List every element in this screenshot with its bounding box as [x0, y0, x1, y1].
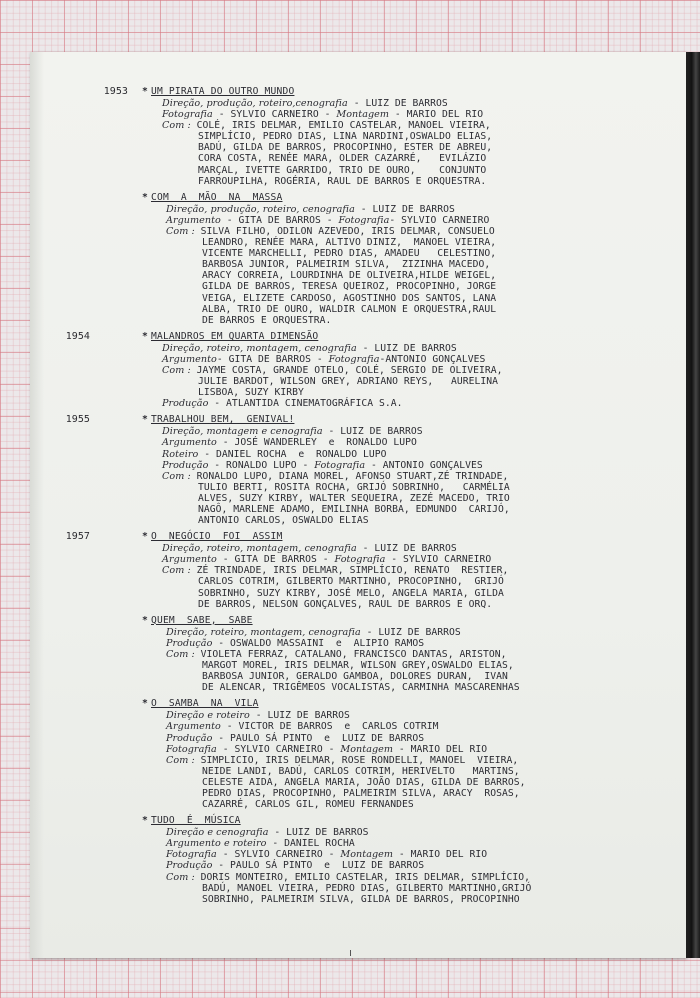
- credit-line: [166, 215, 642, 226]
- credit-name: - GITA DE BARROS -: [216, 353, 329, 365]
- cast-line: CELESTE AIDA, ANGELA MARIA, JOÃO DIAS, GILDA DE BARROS,: [202, 776, 526, 788]
- credit-name: - ATLANTIDA CINEMATOGRÁFICA S.A.: [208, 398, 403, 410]
- film-title-line: [142, 86, 642, 98]
- cast-label: Com :: [166, 648, 195, 660]
- credit-role: Argumento: [162, 353, 217, 365]
- film-title: UM PIRATA DO OUTRO MUNDO: [151, 86, 295, 97]
- credit-role: Fotografia: [166, 743, 217, 755]
- cast-label: Com :: [162, 470, 191, 482]
- credit-role: Argumento: [166, 214, 221, 226]
- credit-line: [166, 860, 642, 871]
- credit-line: [166, 627, 642, 638]
- credit-name: - LUIZ DE BARROS: [354, 203, 455, 215]
- cast-line: BARBOSA JUNIOR, GERALDO GAMBOA, DOLORES DURAN, IVAN: [202, 671, 508, 683]
- credit-name: - MARIO DEL RIO: [393, 849, 488, 861]
- cast-line: [166, 755, 642, 766]
- credit-name: - SYLVIO CARNEIRO -: [216, 743, 341, 755]
- credit-name: - GITA DE BARROS -: [216, 554, 335, 566]
- cast-line: ANTONIO CARLOS, OSWALDO ELIAS: [198, 515, 369, 527]
- credit-line: [162, 543, 642, 554]
- film-credits: [162, 543, 642, 610]
- film-title-line: [142, 815, 642, 827]
- credit-line: [162, 98, 642, 109]
- cast-line: [166, 872, 642, 883]
- credit-role: Direção, produção, roteiro, cenografia: [166, 203, 355, 215]
- credit-line: [166, 827, 642, 838]
- credit-role: Argumento: [162, 554, 217, 566]
- credit-role: Direção e cenografia: [166, 827, 269, 839]
- credit-role: Roteiro: [162, 448, 199, 460]
- film-year: 1953: [103, 86, 128, 97]
- cast-names: JAYME COSTA, GRANDE OTELO, COLÉ, SERGIO DE OLIVEIRA,: [190, 364, 503, 376]
- credit-role: Produção: [166, 860, 213, 872]
- credit-role: Fotografia: [328, 353, 380, 365]
- credit-line: [166, 744, 642, 755]
- credit-name: - SYLVIO CARNEIRO: [385, 554, 492, 566]
- credit-role: Direção, roteiro, montagem, cenografia: [166, 626, 361, 638]
- credit-line: [166, 638, 642, 649]
- credit-line: [162, 554, 642, 565]
- film-title: MALANDROS EM QUARTA DIMENSÃO: [151, 330, 319, 342]
- cast-line: [162, 365, 642, 376]
- film-year: 1957: [65, 531, 90, 543]
- cast-line: DE BARROS, NELSON GONÇALVES, RAUL DE BARROS E ORQ.: [198, 598, 493, 610]
- cast-line: SIMPLÍCIO, PEDRO DIAS, LINA NARDINI,OSWALDO ELIAS,: [198, 131, 493, 143]
- credit-role: Fotografia: [162, 109, 213, 121]
- credit-name: - LUIZ DE BARROS: [249, 710, 350, 722]
- cast-line: CARLOS COTRIM, GILBERTO MARTINHO, PROCOPINHO, GRIJÓ: [198, 576, 504, 588]
- cast-line: NEIDE LANDI, BADÚ, CARLOS COTRIM, HERIVELTO MARTINS,: [202, 765, 520, 777]
- credit-name: - ANTONIO GONÇALVES: [365, 459, 483, 471]
- film-title: TRABALHOU BEM, GENIVAL!: [151, 414, 295, 426]
- film-title-line: [142, 698, 642, 710]
- film-credits: [166, 627, 642, 694]
- cast-names: SIMPLICIO, IRIS DELMAR, ROSE RONDELLI, MANOEL VIEIRA,: [194, 754, 519, 766]
- cast-line: [166, 226, 642, 237]
- film-entry: [142, 815, 642, 905]
- cast-line: [162, 565, 642, 576]
- cast-line: FARROUPILHA, ROGÉRIA, RAUL DE BARROS E ORQUESTRA.: [198, 175, 487, 187]
- cast-label: Com :: [166, 225, 195, 237]
- cast-line: ARACY CORREIA, LOURDINHA DE OLIVEIRA,HILDE WEIGEL,: [202, 270, 497, 282]
- credit-name: - VICTOR DE BARROS e CARLOS COTRIM: [220, 721, 439, 733]
- film-credits: [162, 98, 642, 187]
- cast-label: Com :: [166, 871, 195, 883]
- film-title-line: [142, 414, 642, 426]
- credit-line: [166, 733, 642, 744]
- film-entry: [65, 330, 642, 410]
- credit-name: - GITA DE BARROS -: [220, 214, 339, 226]
- film-title: QUEM SABE, SABE: [151, 614, 253, 626]
- cast-line: LEANDRO, RENÉE MARA, ALTIVO DINIZ, MANOEL VIEIRA,: [202, 237, 497, 249]
- film-credits: [166, 710, 642, 810]
- credit-name: - OSWALDO MASSAINI e ALIPIO RAMOS: [212, 637, 425, 649]
- cast-line: ALVES, SUZY KIRBY, WALTER SEQUEIRA, ZEZÉ MACEDO, TRIO: [198, 492, 510, 504]
- credit-line: [162, 398, 642, 409]
- adjacent-page-edge: [686, 52, 700, 958]
- credit-role: Fotografia: [334, 554, 386, 566]
- credit-name: - LUIZ DE BARROS: [360, 626, 461, 638]
- cast-line: TULIO BERTI, ROSITA ROCHA, GRIJÓ SOBRINHO, CARMÉLIA: [198, 481, 510, 493]
- credit-line: [166, 710, 642, 721]
- credit-role: Direção, produção, roteiro,cenografia: [162, 98, 348, 109]
- film-title-line: [142, 331, 642, 343]
- credit-name: - MARIO DEL RIO: [393, 743, 488, 755]
- film-entry: [142, 698, 642, 810]
- cast-line: [162, 120, 642, 131]
- bullet-mark: *: [142, 414, 148, 426]
- bullet-mark: *: [142, 330, 148, 342]
- credit-role: Direção, roteiro, montagem, cenografia: [162, 342, 357, 354]
- cast-label: Com :: [162, 565, 191, 577]
- cast-line: [162, 471, 642, 482]
- credit-line: [162, 449, 642, 460]
- credit-line: [166, 721, 642, 732]
- credit-role: Fotografia: [314, 459, 366, 471]
- credit-name: - LUIZ DE BARROS: [268, 827, 369, 839]
- credit-name: - LUIZ DE BARROS: [347, 98, 448, 109]
- cast-line: VICENTE MARCHELLI, PEDRO DIAS, AMADEU CELESTINO,: [202, 248, 497, 260]
- film-entry: [142, 615, 642, 694]
- credit-role: Direção, montagem e cenografia: [162, 426, 323, 438]
- film-entry: [65, 531, 642, 610]
- film-title: O NEGÓCIO FOI ASSIM: [151, 531, 283, 543]
- cast-names: VIOLETA FERRAZ, CATALANO, FRANCISCO DANTAS, ARISTON,: [194, 648, 507, 660]
- cast-line: GILDA DE BARROS, TERESA QUEIROZ, PROCOPINHO, JORGE: [202, 281, 497, 293]
- cast-names: ZÉ TRINDADE, IRIS DELMAR, SIMPLÍCIO, RENATO RESTIER,: [190, 565, 509, 577]
- cast-names: COLÉ, IRIS DELMAR, EMILIO CASTELAR, MANOEL VIEIRA,: [190, 120, 491, 132]
- credit-role: Argumento e roteiro: [166, 838, 267, 850]
- credit-name: - JOSÉ WANDERLEY e RONALDO LUPO: [216, 437, 417, 449]
- credit-role: Direção, roteiro, montagem, cenografia: [162, 543, 357, 555]
- credit-line: [162, 437, 642, 448]
- film-title-line: [142, 615, 642, 627]
- credit-name: - LUIZ DE BARROS: [322, 426, 423, 438]
- cast-line: BADÚ, GILDA DE BARROS, PROCOPINHO, ESTER DE ABREU,: [198, 142, 493, 154]
- bullet-mark: *: [142, 531, 148, 543]
- filmography-list: [65, 86, 642, 910]
- cast-line: SOBRINHO, PALMEIRIM SILVA, GILDA DE BARROS, PROCOPINHO: [202, 893, 520, 905]
- credit-role: Produção: [162, 459, 209, 471]
- credit-role: Fotografia: [166, 849, 217, 861]
- credit-name: - SYLVIO CARNEIRO -: [212, 109, 337, 121]
- credit-role: Montagem: [336, 109, 390, 121]
- credit-name: - PAULO SÁ PINTO e LUIZ DE BARROS: [212, 732, 425, 744]
- cast-line: NAGÔ, MARLENE ADAMO, EMILINHA BORBA, EDMUNDO CARIJÓ,: [198, 504, 510, 515]
- credit-name: - LUIZ DE BARROS: [356, 342, 457, 354]
- cast-names: DORIS MONTEIRO, EMILIO CASTELAR, IRIS DELMAR, SIMPLÍCIO,: [194, 871, 531, 883]
- cast-line: DE ALENCAR, TRIGÊMEOS VOCALISTAS, CARMINHA MASCARENHAS: [202, 682, 520, 694]
- cast-line: CORA COSTA, RENÉE MARA, OLDER CAZARRÉ, EVILÁZIO: [198, 153, 487, 165]
- credit-role: Argumento: [162, 437, 217, 449]
- cast-label: Com :: [166, 754, 195, 766]
- credit-name: - SYLVIO CARNEIRO: [389, 214, 490, 226]
- credit-name: - SYLVIO CARNEIRO -: [216, 849, 341, 861]
- credit-name: - DANIEL ROCHA e RONALDO LUPO: [198, 448, 387, 460]
- cast-line: ALBA, TRIO DE OURO, WALDIR CALMON E ORQUESTRA,RAUL: [202, 303, 497, 315]
- cast-line: CAZARRÉ, CARLOS GIL, ROMEU FERNANDES: [202, 799, 414, 811]
- credit-name: - RONALDO LUPO -: [208, 459, 315, 471]
- credit-line: [166, 849, 642, 860]
- film-entry: [142, 192, 642, 326]
- credit-line: [162, 109, 642, 120]
- film-year: 1954: [65, 330, 90, 342]
- credit-line: [166, 838, 642, 849]
- film-title-line: [142, 192, 642, 204]
- credit-name: -ANTONIO GONÇALVES: [379, 353, 486, 365]
- film-credits: [162, 426, 642, 526]
- film-title-line: [142, 531, 642, 543]
- page-center-mark: [350, 950, 351, 956]
- document-page: [30, 52, 686, 958]
- credit-role: Produção: [166, 732, 213, 744]
- film-credits: [166, 827, 642, 905]
- film-entry: [103, 86, 642, 187]
- film-title: TUDO É MÚSICA: [151, 815, 241, 827]
- credit-name: - LUIZ DE BARROS: [356, 543, 457, 555]
- cast-label: Com :: [162, 364, 191, 376]
- cast-label: Com :: [162, 120, 191, 132]
- cast-names: RONALDO LUPO, DIANA MOREL, AFONSO STUART,ZÉ TRINDADE,: [190, 470, 509, 482]
- credit-line: [162, 460, 642, 471]
- credit-role: Fotografia: [338, 214, 390, 226]
- film-credits: [166, 204, 642, 326]
- cast-line: LISBOA, SUZY KIRBY: [198, 387, 304, 399]
- credit-line: [166, 204, 642, 215]
- credit-role: Montagem: [340, 849, 394, 861]
- film-credits: [162, 343, 642, 410]
- credit-role: Argumento: [166, 721, 221, 733]
- cast-line: PEDRO DIAS, PROCOPINHO, PALMEIRIM SILVA, ARACY ROSAS,: [202, 787, 520, 799]
- credit-name: - DANIEL ROCHA: [266, 838, 355, 850]
- film-year: 1955: [65, 414, 90, 426]
- bullet-mark: *: [142, 191, 148, 203]
- cast-line: JULIE BARDOT, WILSON GREY, ADRIANO REYS, AURELINA: [198, 376, 499, 388]
- bullet-mark: *: [142, 614, 148, 626]
- cast-line: MARÇAL, IVETTE GARRIDO, TRIO DE OURO, CONJUNTO: [198, 164, 487, 176]
- credit-line: [162, 354, 642, 365]
- credit-name: - PAULO SÁ PINTO e LUIZ DE BARROS: [212, 860, 425, 872]
- credit-role: Produção: [162, 398, 209, 410]
- credit-role: Produção: [166, 637, 213, 649]
- bullet-mark: *: [142, 815, 148, 827]
- credit-name: - MARIO DEL RIO: [389, 109, 484, 121]
- cast-line: SOBRINHO, SUZY KIRBY, JOSÉ MELO, ANGELA MARIA, GILDA: [198, 587, 504, 599]
- credit-line: [162, 343, 642, 354]
- cast-line: BADÚ, MANOEL VIEIRA, PEDRO DIAS, GILBERTO MARTINHO,GRIJÓ: [202, 882, 532, 894]
- cast-line: DE BARROS E ORQUESTRA.: [202, 314, 332, 326]
- credit-role: Direção e roteiro: [166, 710, 250, 722]
- film-title: COM A MÃO NA MASSA: [151, 191, 283, 203]
- cast-line: VEIGA, ELIZETE CARDOSO, AGOSTINHO DOS SANTOS, LANA: [202, 292, 497, 304]
- cast-line: MARGOT MOREL, IRIS DELMAR, WILSON GREY,OSWALDO ELIAS,: [202, 660, 514, 672]
- cast-line: [166, 649, 642, 660]
- cast-line: BARBOSA JUNIOR, PALMEIRIM SILVA, ZIZINHA MACEDO,: [202, 259, 491, 271]
- bullet-mark: *: [142, 698, 148, 710]
- credit-role: Montagem: [340, 743, 394, 755]
- bullet-mark: *: [142, 86, 148, 97]
- film-title: O SAMBA NA VILA: [151, 698, 259, 710]
- credit-line: [162, 426, 642, 437]
- film-entry: [65, 414, 642, 527]
- cast-names: SILVA FILHO, ODILON AZEVEDO, IRIS DELMAR, CONSUELO: [194, 225, 495, 237]
